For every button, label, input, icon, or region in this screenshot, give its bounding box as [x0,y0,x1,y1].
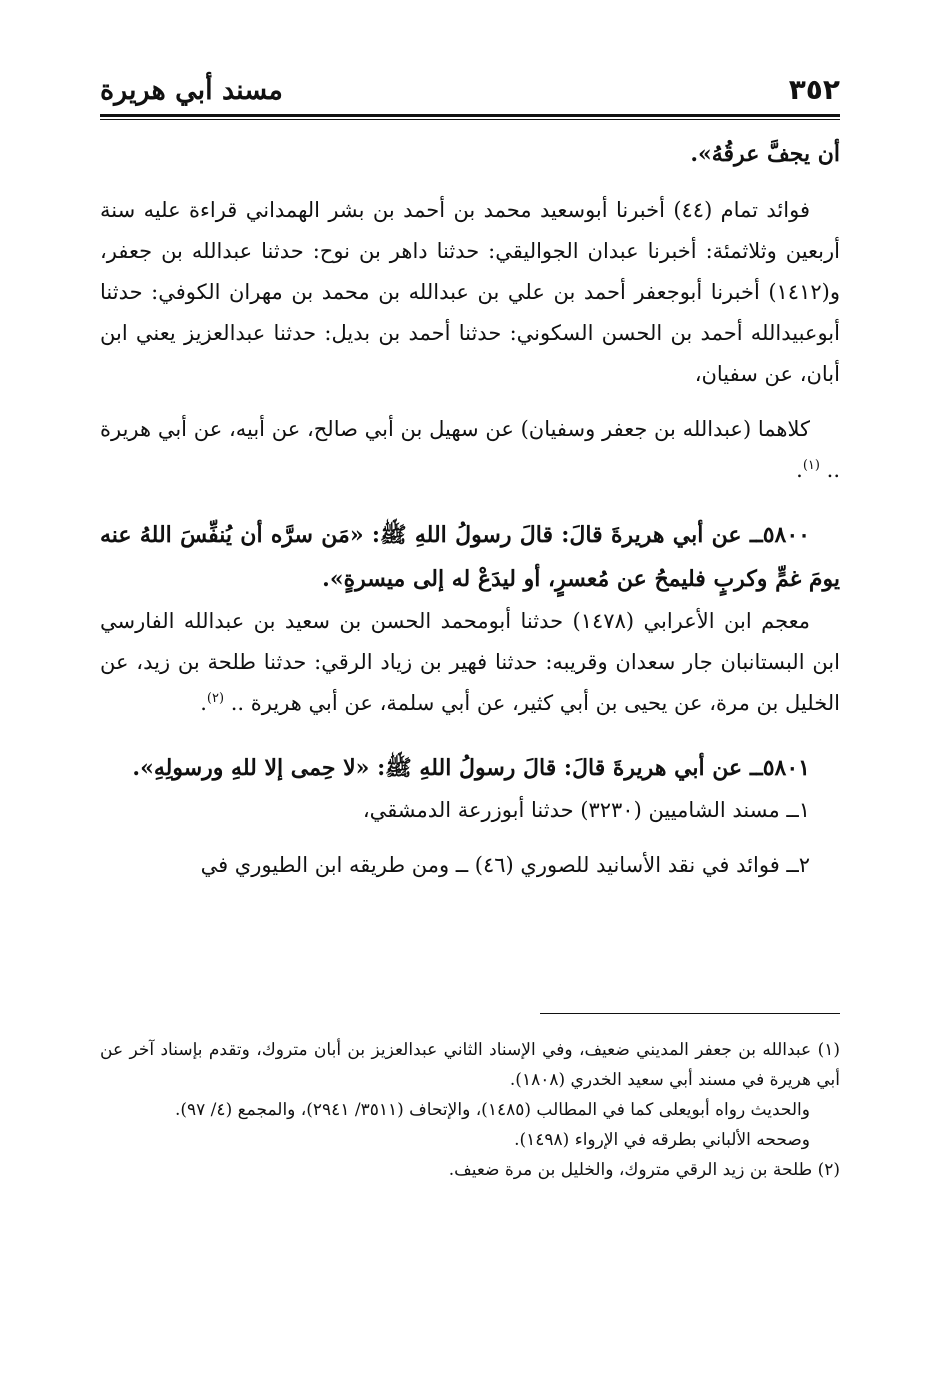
footnote-2: (٢) طلحة بن زيد الرقي متروك، والخليل بن مرة ضعيف. [448,1160,840,1180]
chain-paragraph: كلاهما (عبدالله بن جعفر وسفيان) عن سهيل بن أبي صالح، عن أبيه، عن أبي هريرة .. $^{(١)}$. [100,417,840,482]
document-page [100,60,840,1350]
source-paragraph: فوائد تمام (٤٤) أخبرنا أبوسعيد محمد بن أحمد بن بشر الهمداني قراءة عليه سنة أربعين وثلاثمئة: أخبرنا عبدان الجواليقي: حدثنا داهر بن نوح: حدثنا عبدالله بن جعفر، و(١٤١٢) أخبرنا أبوجعفر أحمد بن علي بن عبدالله بن محمد بن مهران الكوفي: حدثنا أبوعبيدالله أحمد بن الحسن السكوني: حدثنا أحمد بن بديل: حدثنا عبدالعزيز يعني ابن أبان، عن سفيان، [100,198,840,386]
footnote-1-continuation: والحديث رواه أبويعلى كما في المطالب (١٤٨٥)، والإتحاف (٣٥١١/ ٢٩٤١)، والمجمع (٤/ ٩٧). [174,1100,810,1120]
source-item-1: ١ــ مسند الشاميين (٣٢٣٠) حدثنا أبوزرعة الدمشقي، [362,798,810,822]
header-rule-thick [100,114,840,117]
running-title: مسند أبي هريرة [100,75,283,106]
footnote-separator [540,1013,840,1014]
main-text [100,132,840,886]
source-item-2: ٢ــ فوائد في نقد الأسانيد للصوري (٤٦) ــ ومن طريقه ابن الطيوري في [200,853,810,877]
page-number: ٣٥٢ [788,73,840,106]
footnote-reference-1[interactable]: (١) [802,458,820,473]
footnote-1: (١) عبدالله بن جعفر المديني ضعيف، وفي الإسناد الثاني عبدالعزيز بن أبان متروك، وتقدم بإسناد آخر عن أبي هريرة في مسند أبي سعيد الخدري (١٨٠٨). [100,1040,840,1090]
footnote-reference-2[interactable]: (٢) [206,691,225,706]
footnotes [100,1035,840,1185]
header-rule-thin [100,119,840,120]
source-text: معجم ابن الأعرابي (١٤٧٨) حدثنا أبومحمد الحسن بن سعيد بن عبدالله الفارسي ابن البستانبان جار سعدان وقريبه: حدثنا فهير بن زياد الرقي: حدثنا طلحة بن زيد، عن الخليل بن مرة، عن يحيى بن أبي كثير، عن أبي سلمة، عن أبي هريرة .. [100,609,840,715]
chain-text: كلاهما (عبدالله بن جعفر وسفيان) عن سهيل بن أبي صالح، عن أبيه، عن أبي هريرة .. [100,417,840,482]
hadith-5800: ٥٨٠٠ــ عن أبي هريرةَ قالَ: قالَ رسولُ اللهِ ﷺ: «مَن سرَّه أن يُنفِّسَ اللهُ عنه يومَ غمٍّ وكربٍ فليمحُ عن مُعسرٍ، أو ليدَعْ له إلى ميسرةٍ». [100,522,840,592]
hadith-5801: ٥٨٠١ــ عن أبي هريرةَ قالَ: قالَ رسولُ اللهِ ﷺ: «لا حِمى إلا للهِ ورسولِهِ». [132,755,810,781]
source-paragraph: معجم ابن الأعرابي (١٤٧٨) حدثنا أبومحمد الحسن بن سعيد بن عبدالله الفارسي ابن البستانبان جار سعدان وقريبه: حدثنا فهير بن زياد الرقي: حدثنا طلحة بن زيد، عن الخليل بن مرة، عن يحيى بن أبي كثير، عن أبي سلمة، عن أبي هريرة .. $^{(٢)}$. [100,609,840,715]
page-header [100,60,840,106]
footnote-1-continuation: وصححه الألباني بطرقه في الإرواء (١٤٩٨). [514,1130,810,1150]
hadith-continuation: أن يجفَّ عرقُهُ». [690,141,840,167]
